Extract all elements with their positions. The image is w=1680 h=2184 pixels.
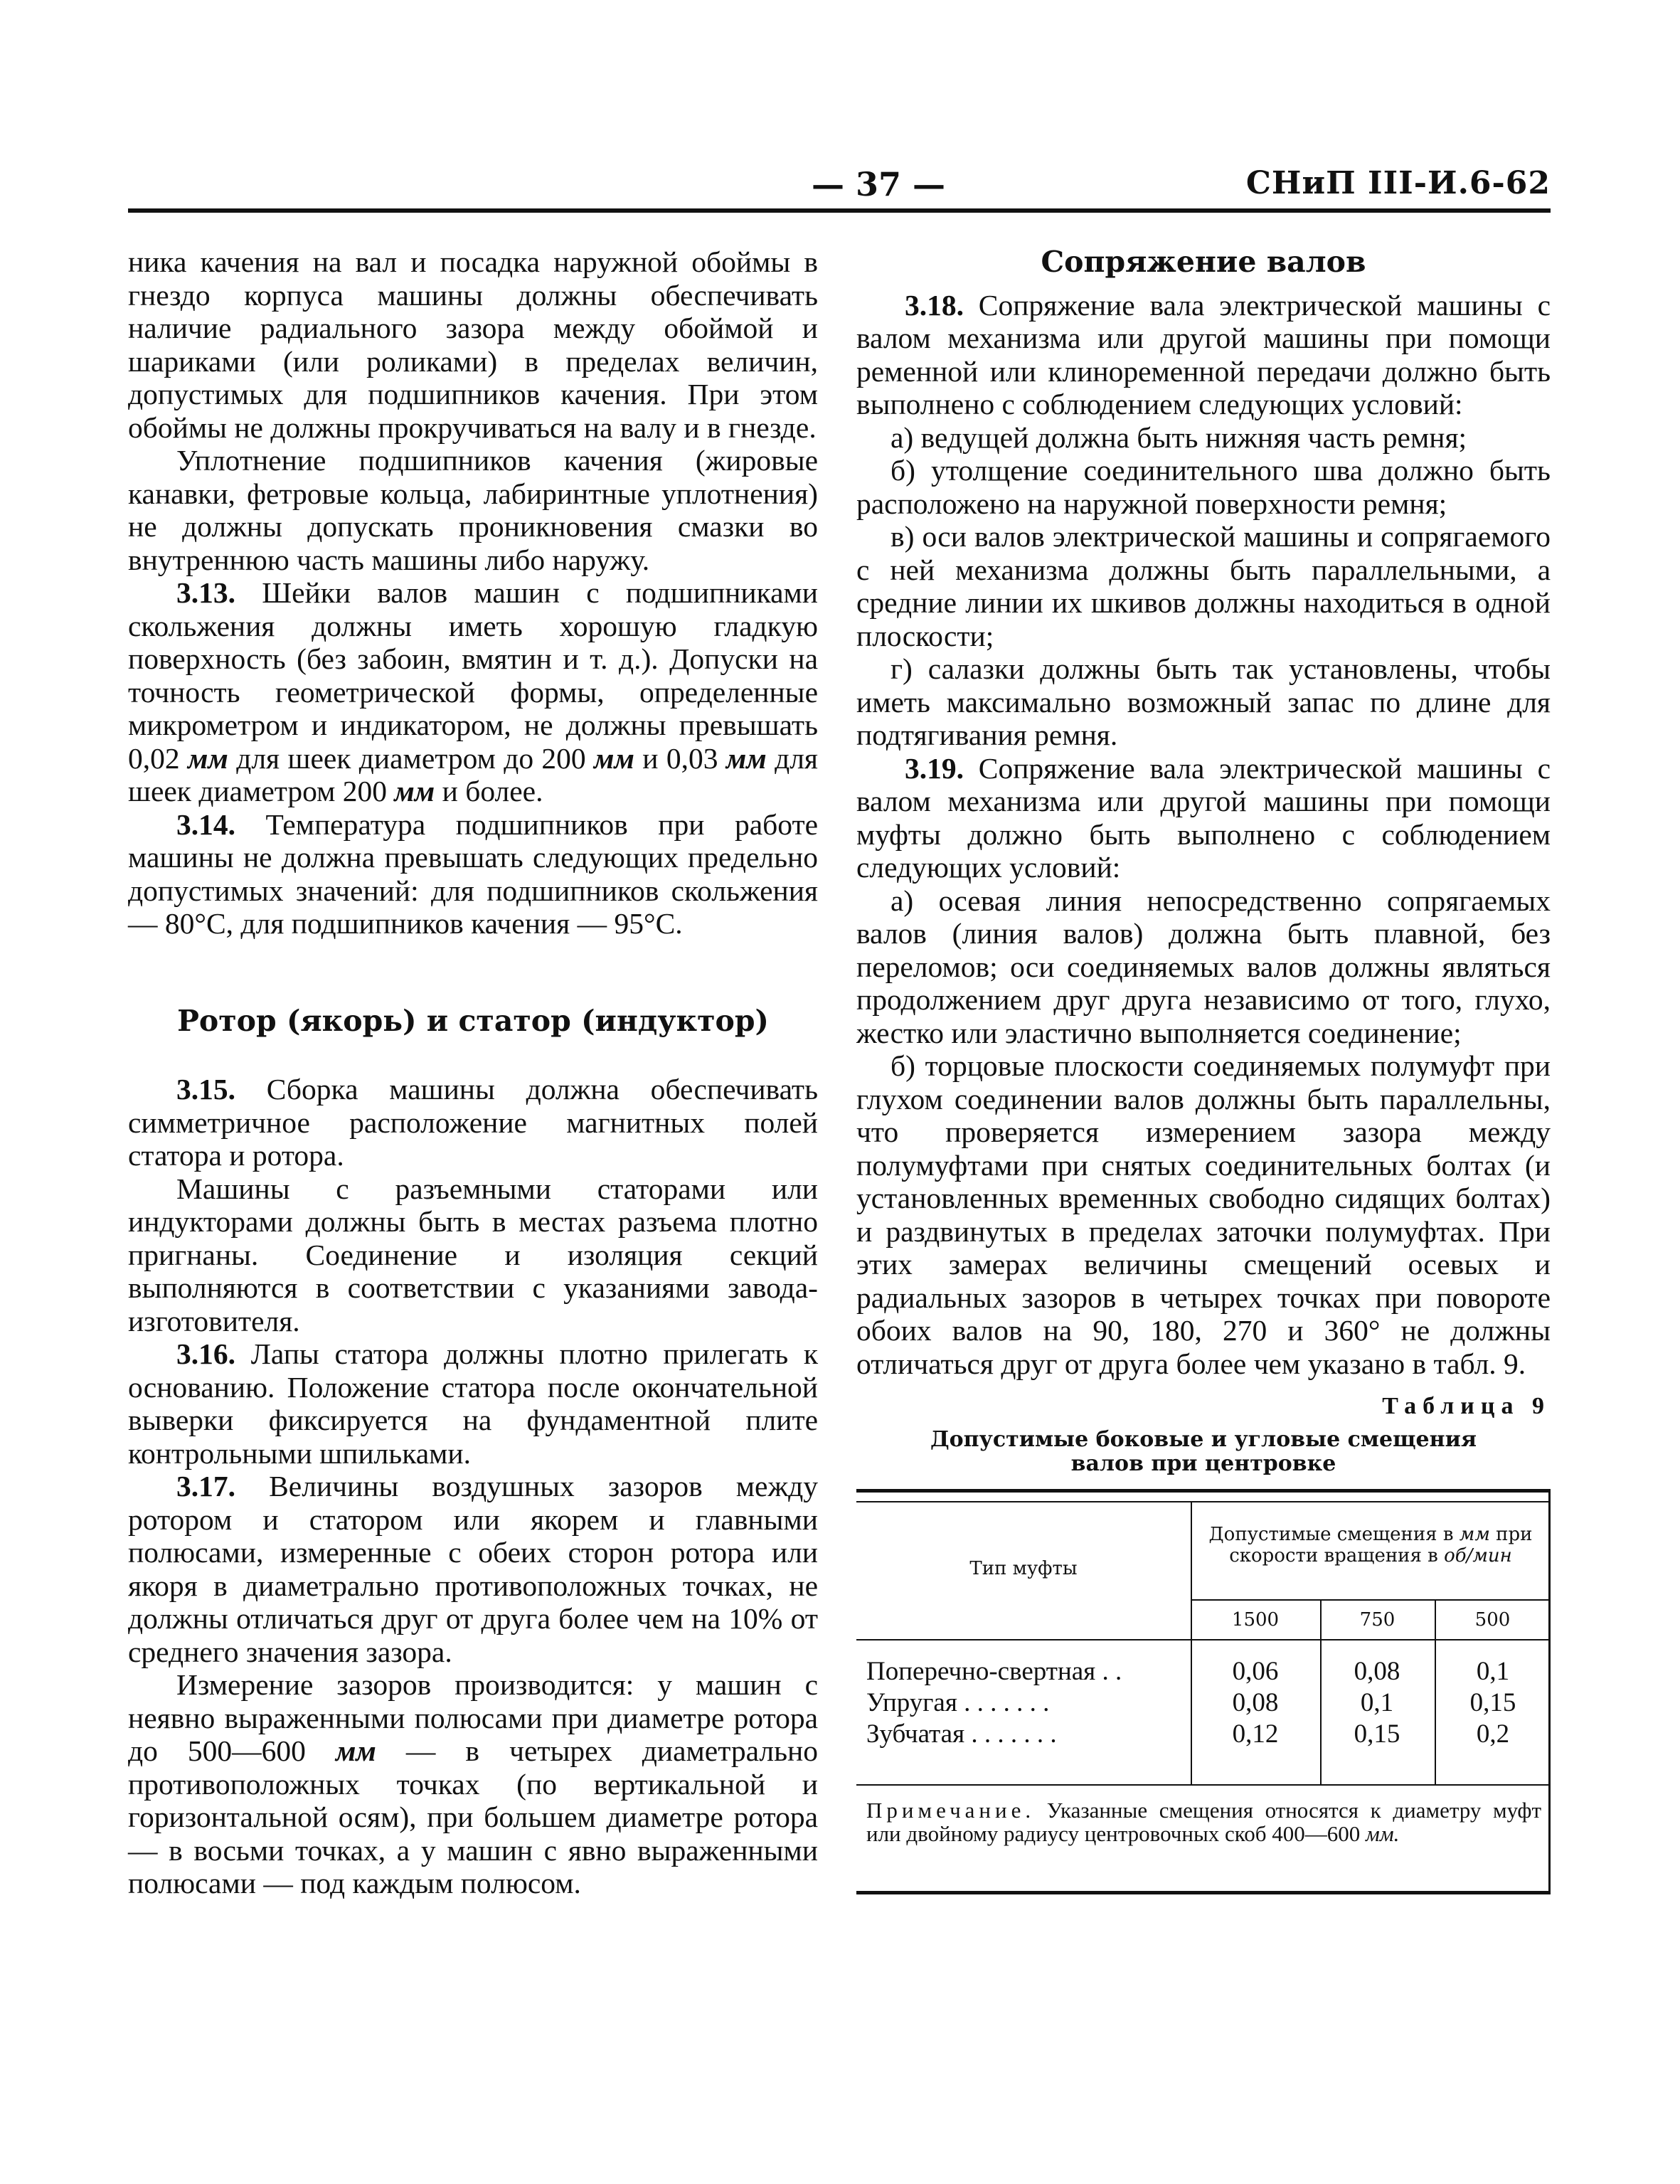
table-cell: 0,15: [1469, 1687, 1516, 1717]
table-cell: 0,1: [1360, 1687, 1394, 1717]
table-label: Таблица 9: [1382, 1393, 1551, 1419]
table-cell: 0,2: [1476, 1719, 1510, 1749]
header-type: Тип муфты: [969, 1557, 1078, 1579]
table-cell: 0,12: [1232, 1719, 1279, 1749]
table-cell: 0,15: [1354, 1719, 1400, 1749]
list-item: б) утолщение соединительного шва должно быть расположено на наружной поверхности ремня;: [856, 454, 1551, 520]
section-heading-rotor: Ротор (якорь) и статор (индуктор): [177, 1003, 769, 1038]
header-speed-1500: 1500: [1231, 1608, 1280, 1631]
row-type: Зубчатая . . . . . . .: [866, 1719, 1057, 1749]
header-rule: [128, 208, 1551, 213]
list-item: а) ведущей должна быть нижняя часть ремня;: [890, 420, 1467, 454]
row-type: Поперечно-свертная . .: [866, 1656, 1122, 1686]
list-item: в) оси валов электрической машины и сопрягаемого с ней механизма должны быть параллельными, а средние линии их шкивов должны находиться в одной плоскости;: [856, 520, 1551, 652]
table-header-rule: [856, 1639, 1551, 1640]
list-item: г) салазки должны быть так установлены, чтобы иметь максимально возможный запас по длине для подтягивания ремня.: [856, 652, 1551, 751]
list-item: а) осевая линия непосредственно сопрягаемых валов (линия валов) должна быть плавной, без переломов; оси соединяемых валов должны являться продолжением друг друга независимо от того, глухо, жестко или эластично выполняется соединение;: [856, 884, 1551, 1049]
paragraph: Уплотнение подшипников качения (жировые канавки, фетровые кольца, лабиринтные уплотнения) не должны допускать проникновения смазки во внутреннюю часть машины либо наружу.: [128, 444, 818, 576]
paragraph-3-16: 3.16. Лапы статора должны плотно прилегать к основанию. Положение статора после окончательной выверки фиксируется на фундаментной плите контрольными шпильками.: [128, 1337, 818, 1470]
paragraph-3-15: 3.15. Сборка машины должна обеспечивать симметричное расположение магнитных полей статора и ротора.: [128, 1073, 818, 1172]
header-speed-group: Допустимые смещения в мм при скорости вращения в об/мин: [1208, 1523, 1533, 1567]
table-body-rule: [856, 1784, 1551, 1786]
row-type: Упругая . . . . . . .: [866, 1687, 1050, 1717]
table-cell: 0,06: [1232, 1656, 1279, 1686]
paragraph: Машины с разъемными статорами или индукторами должны быть в местах разъема плотно пригнаны. Соединение и изоляция секций выполняются в соответствии с указаниями завода-изготовителя.: [128, 1172, 818, 1337]
table-cell: 0,1: [1476, 1656, 1510, 1686]
table-9: [856, 1489, 1551, 1894]
page-header: [128, 165, 1551, 215]
section-heading-shafts: Сопряжение валов: [1041, 245, 1366, 279]
table-note: Примечание. Указанные смещения относятся к диаметру муфт или двойному радиусу центровочных скоб 400—600 мм.: [866, 1797, 1541, 1846]
paragraph-3-19: 3.19. Сопряжение вала электрической машины с валом механизма или другой машины при помощи муфты должно быть выполнено с соблюдением следующих условий:: [856, 751, 1551, 884]
table-cell: 0,08: [1354, 1656, 1400, 1686]
left-column: [128, 245, 818, 1900]
header-speed-500: 500: [1474, 1608, 1511, 1631]
paragraph-3-17: 3.17. Величины воздушных зазоров между ротором и статором или якорем и главными полюсами, измеренные с обеих сторон ротора или якоря в диаметрально противоположных точках, не должны отличаться друг от друга более чем на 10% от среднего значения зазора.: [128, 1470, 818, 1668]
header-speed-750: 750: [1359, 1608, 1395, 1631]
paragraph-3-14: 3.14. Температура подшипников при работе машины не должна превышать следующих предельно допустимых значений: для подшипников скольжения — 80°С, для подшипников качения — 95°С.: [128, 807, 819, 940]
document-code: СНиП III-И.6-62: [1245, 165, 1551, 201]
paragraph: ника качения на вал и посадка наружной обоймы в гнездо корпуса машины должны обеспечивать наличие радиального зазора между обоймой и шариками (или роликами) в пределах величин, допустимых для подшипников качения. При этом обоймы не должны прокручиваться на валу и в гнезде.: [128, 245, 818, 444]
table-divider: [1191, 1502, 1192, 1784]
paragraph-3-18: 3.18. Сопряжение вала электрической машины с валом механизма или другой машины при помощи ременной или клиноременной передачи должно быть выполнено с соблюдением следующих условий:: [856, 288, 1551, 420]
right-column: [856, 245, 1551, 1894]
table-caption: Допустимые боковые и угловые смещения валов при центровке: [930, 1426, 1477, 1476]
paragraph-3-13: 3.13. Шейки валов машин с подшипниками скольжения должны иметь хорошую гладкую поверхность (без забоин, вмятин и т. д.). Допуски на точность геометрической формы, определенные микрометром и индикатором, не должны превышать 0,02 мм для шеек диаметром до 200 мм и 0,03 мм для шеек диаметром 200 мм и более.: [128, 576, 819, 807]
page-number: — 37 —: [811, 165, 946, 203]
list-item: б) торцовые плоскости соединяемых полумуфт при глухом соединении валов должны быть параллельны, что проверяется измерением зазора между полумуфтами при снятых соединительных болтах (и установленных временных свободно сидящих болтах) и раздвинутых в пределах заточки полумуфтах. При этих замерах величины смещений осевых и радиальных зазоров в четырех точках при повороте обоих валов на 90, 180, 270 и 360° не должны отличаться друг от друга более чем указано в табл. 9.: [856, 1049, 1551, 1380]
table-top-rule: [856, 1501, 1548, 1502]
table-divider: [1191, 1599, 1551, 1601]
table-cell: 0,08: [1232, 1687, 1279, 1717]
note-label: Примечание.: [866, 1797, 1036, 1823]
paragraph: Измерение зазоров производится: у машин с неявно выраженными полюсами при диаметре ротора до 500—600 мм — в четырех диаметрально противоположных точках (по вертикальной и горизонтальной осям), при большем диаметре ротора — в восьми точках, а у машин с явно выраженными полюсами — под каждым полюсом.: [128, 1668, 818, 1899]
